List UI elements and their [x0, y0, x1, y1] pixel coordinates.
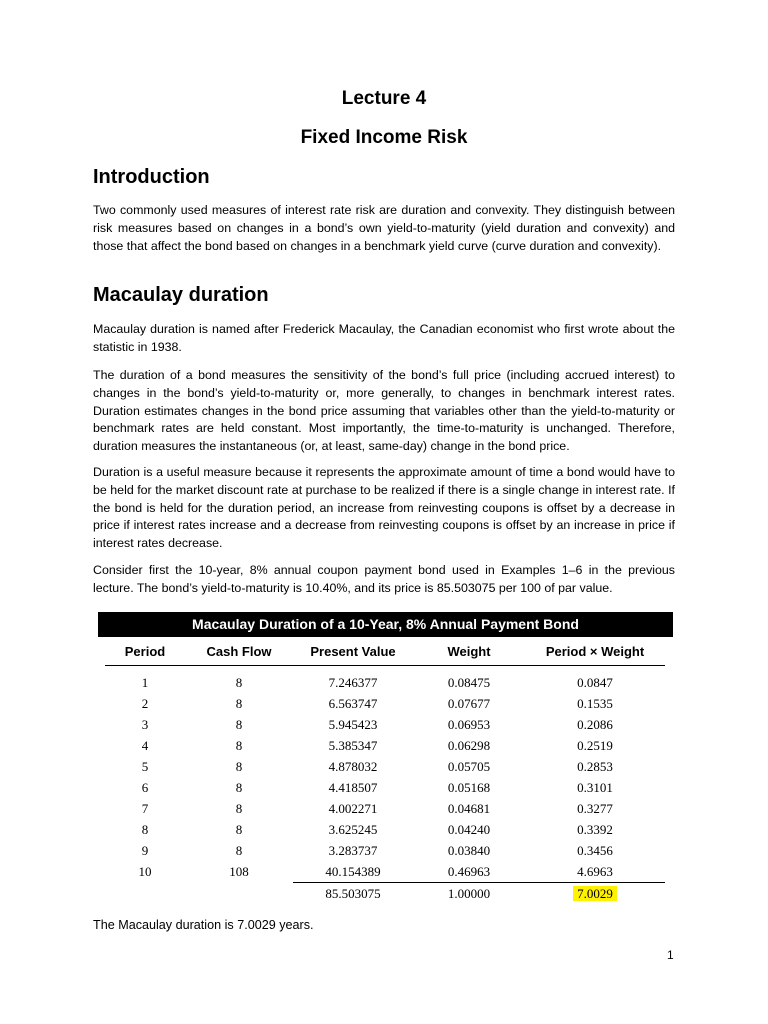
cell-period-weight: 0.3456	[577, 842, 613, 858]
cell-weight: 0.03840	[447, 842, 491, 858]
cell-period: 10	[138, 863, 152, 879]
cell-present-value: 4.002271	[328, 800, 378, 816]
table-title: Macaulay Duration of a 10-Year, 8% Annual Payment Bond	[98, 612, 673, 637]
table-row	[105, 798, 665, 819]
cell-period-weight: 0.2519	[577, 737, 613, 753]
paragraph: Duration is a useful measure because it represents the approximate amount of time a bond would have to be held for the market discount rate at purchase to be realized if there is a single change in interest rate. If the bond is held for the duration period, an increase from reinvesting coupons is offset by a decrease in price if interest rates increase and a decrease from reinvesting coupons is offset by an increase in price if interest rates decrease.	[93, 465, 675, 551]
cell-period: 8	[141, 821, 149, 837]
cell-present-value: 5.945423	[328, 716, 378, 732]
cell-period: 3	[141, 716, 149, 732]
cell-weight: 0.05705	[447, 758, 491, 774]
cell-present-value: 7.246377	[328, 674, 378, 690]
total-empty-cell	[185, 883, 293, 906]
column-header-cash-flow: Cash Flow	[185, 637, 293, 666]
cell-weight: 0.05168	[447, 779, 491, 795]
column-header-weight: Weight	[413, 637, 525, 666]
cell-period: 5	[141, 758, 149, 774]
cell-weight: 0.46963	[447, 863, 491, 879]
table-row	[105, 756, 665, 777]
cell-cash-flow: 8	[235, 821, 243, 837]
page-number: 1	[667, 948, 674, 962]
cell-period-weight: 0.3392	[577, 821, 613, 837]
conclusion-text: The Macaulay duration is 7.0029 years.	[93, 918, 314, 932]
table-header-row	[105, 637, 665, 666]
column-header-present-value: Present Value	[293, 637, 413, 666]
paragraph: Macaulay duration is named after Frederick Macaulay, the Canadian economist who first wrote about the statistic in 1938.	[93, 322, 675, 354]
total-duration-cell	[525, 883, 665, 906]
cell-cash-flow: 8	[235, 716, 243, 732]
cell-period-weight: 0.3101	[577, 779, 613, 795]
cell-cash-flow: 8	[235, 737, 243, 753]
cell-present-value: 40.154389	[325, 863, 381, 879]
lecture-number: Lecture 4	[341, 88, 427, 109]
intro-paragraph: Two commonly used measures of interest rate risk are duration and convexity. They distinguish between risk measures based on changes in a bond’s own yield-to-maturity (yield duration and convexity) and those that affect the bond based on changes in a benchmark yield curve (curve duration and convexity).	[93, 203, 675, 253]
cell-weight: 0.06953	[447, 716, 491, 732]
paragraph: The duration of a bond measures the sensitivity of the bond’s full price (including accrued interest) to changes in the bond’s yield-to-maturity or, more generally, to changes in benchmark interest rates. Duration estimates changes in the bond price assuming that variables other than the yield-to-maturity or benchmark rates are held constant. Most importantly, the time-to-maturity is unchanged. Therefore, duration measures the instantaneous (or, at least, same-day) change in the bond price.	[93, 368, 675, 454]
section-heading-introduction: Introduction	[93, 166, 210, 188]
section-heading-macaulay: Macaulay duration	[93, 284, 269, 306]
table-row	[105, 666, 665, 694]
paragraph: Consider first the 10-year, 8% annual coupon payment bond used in Examples 1–6 in the previous lecture. The bond’s yield-to-maturity is 10.40%, and its price is 85.503075 per 100 of par value.	[93, 563, 675, 595]
cell-present-value: 4.878032	[328, 758, 378, 774]
cell-present-value: 4.418507	[328, 779, 378, 795]
cell-cash-flow: 108	[229, 863, 249, 879]
cell-weight: 0.06298	[447, 737, 491, 753]
cell-weight: 0.08475	[447, 674, 491, 690]
cell-weight: 0.04681	[447, 800, 491, 816]
total-present-value: 85.503075	[293, 883, 413, 906]
cell-cash-flow: 8	[235, 842, 243, 858]
table-row	[105, 693, 665, 714]
total-empty-cell	[105, 883, 185, 906]
cell-present-value: 3.283737	[328, 842, 378, 858]
duration-table	[98, 612, 673, 905]
column-header-period: Period	[105, 637, 185, 666]
cell-period: 9	[141, 842, 149, 858]
highlighted-duration: 7.0029	[573, 886, 617, 901]
table-row	[105, 735, 665, 756]
cell-period-weight: 0.1535	[577, 695, 613, 711]
cell-period: 6	[141, 779, 149, 795]
total-weight: 1.00000	[413, 883, 525, 906]
cell-period: 7	[141, 800, 149, 816]
cell-cash-flow: 8	[235, 779, 243, 795]
table-row	[105, 861, 665, 883]
table-row	[105, 777, 665, 798]
duration-data-table	[105, 637, 665, 905]
cell-period: 1	[141, 674, 149, 690]
cell-period: 2	[141, 695, 149, 711]
cell-period-weight: 0.2853	[577, 758, 613, 774]
column-header-period-weight: Period × Weight	[525, 637, 665, 666]
cell-cash-flow: 8	[235, 674, 243, 690]
cell-present-value: 6.563747	[328, 695, 378, 711]
cell-weight: 0.04240	[447, 821, 491, 837]
cell-cash-flow: 8	[235, 758, 243, 774]
page-title: Fixed Income Risk	[300, 127, 468, 148]
table-total-row	[105, 883, 665, 906]
table-row	[105, 840, 665, 861]
cell-weight: 0.07677	[447, 695, 491, 711]
cell-period-weight: 0.3277	[577, 800, 613, 816]
table-row	[105, 819, 665, 840]
table-row	[105, 714, 665, 735]
cell-period-weight: 0.2086	[577, 716, 613, 732]
cell-cash-flow: 8	[235, 695, 243, 711]
cell-present-value: 5.385347	[328, 737, 378, 753]
cell-present-value: 3.625245	[328, 821, 378, 837]
cell-period-weight: 4.6963	[577, 863, 613, 879]
cell-period-weight: 0.0847	[577, 674, 613, 690]
cell-period: 4	[141, 737, 149, 753]
cell-cash-flow: 8	[235, 800, 243, 816]
